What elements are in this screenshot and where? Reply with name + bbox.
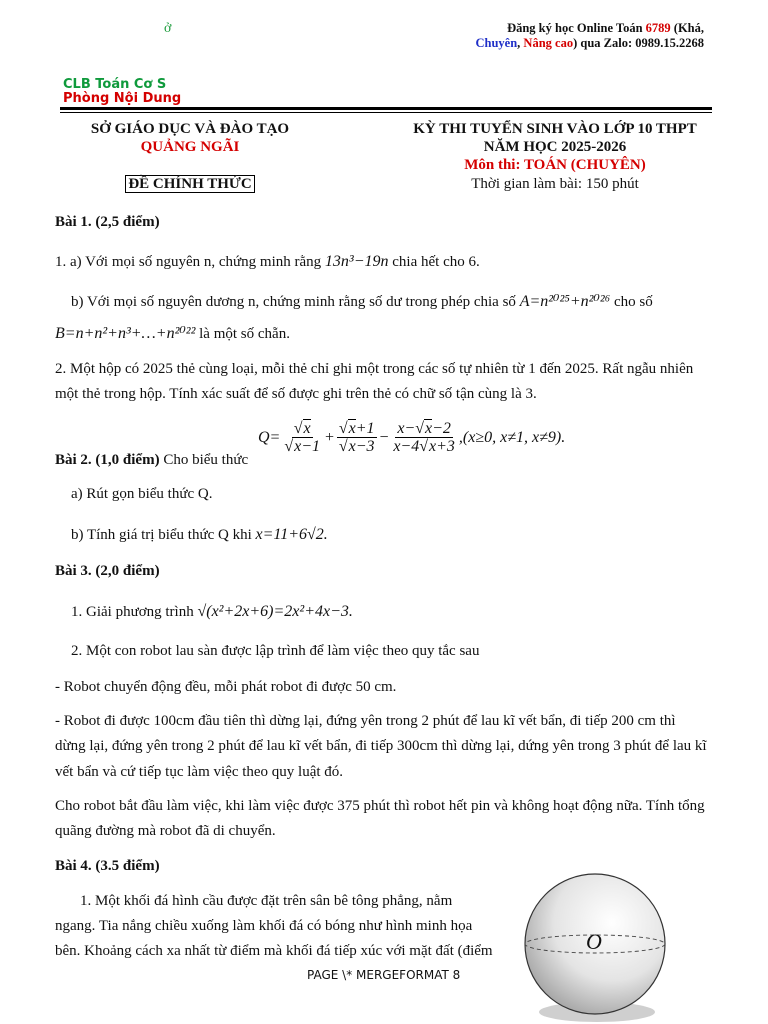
header-rule-thin [60,112,712,113]
q-frac3: $\frac{x-√x-2}{x-4√x+3}$ [393,420,455,455]
bai1-b-exprB: B=n+n²+n³+…+n²⁰²² [55,325,196,342]
bai1-a-tail: chia hết cho 6. [392,254,480,270]
q-lhs: Q= [258,428,281,446]
q-plus: + [324,428,335,446]
bai2-title-line [55,451,248,469]
bai4-line2: ngang. Tia nắng chiều xuống làm khối đá có bóng như hình minh họa [55,918,473,934]
sphere-illustration [522,862,672,1024]
bai4-line3: bên. Khoảng cách xa nhất từ điểm mà khối đá tiếp xúc với mặt đất (điểm [55,943,493,959]
club-name: CLB Toán Cơ S [63,77,167,92]
bai1-title: Bài 1. (2,5 điểm) [55,214,160,230]
bai1-b-tail: cho số [613,294,653,310]
reg-suffix: (Khá, [670,21,704,35]
bai1-b-line2 [55,325,290,343]
club-block [63,78,181,106]
bai2-b [71,526,328,544]
bai3-rule2-line1: - Robot đi được 100cm đầu tiên thì dừng lại, đứng yên trong 2 phút để lau kĩ vết bẩn, đi tiếp 200 cm thì [55,713,676,729]
reg-number: 6789 [645,21,671,35]
bai4-title: Bài 4. (3.5 điểm) [55,858,160,874]
reg-chuyen: Chuyên [475,36,518,50]
bai1-p2-line1: 2. Một hộp có 2025 thẻ cùng loại, mỗi thẻ chỉ ghi một trong các số tự nhiên từ 1 đến 2025. Rất ngẫu nhiên [55,361,694,377]
exam-title: KỲ THI TUYỂN SINH VÀO LỚP 10 THPT [413,121,697,137]
bai2-b-text: b) Tính giá trị biểu thức Q khi [71,527,252,543]
official-label-wrap [60,176,320,193]
bai4-line1: 1. Một khối đá hình cầu được đặt trên sân bê tông phẳng, nằm [80,893,453,909]
dept-name: SỞ GIÁO DỤC VÀ ĐÀO TẠO [90,121,290,137]
official-label: ĐỀ CHÍNH THỨC [125,175,254,193]
bai1-a-text: 1. a) Với mọi số nguyên n, chứng minh rằng [55,254,322,270]
bai3-title: Bài 3. (2,0 điểm) [55,563,160,579]
bai1-b-exprA: A=n²⁰²⁵+n²⁰²⁶ [519,293,611,310]
bai1-b [71,293,653,311]
bai3-p1-text: 1. Giải phương trình [71,604,194,620]
province-name: QUẢNG NGÃI [140,139,240,155]
bai3-p1 [71,603,353,621]
header-mark: ở [164,21,172,36]
bai2-b-expr: x=11+6√2. [255,526,328,543]
q-condition: ,(x≥0, x≠1, x≠9). [458,428,566,446]
q-frac2: $\frac{√x+1}{√x-3}$ [338,420,375,455]
reg-comma: , [517,36,524,50]
registration-note [444,21,704,51]
bai1-b-tail2: là một số chẵn. [199,326,290,342]
reg-nangcao: Nâng cao [523,36,574,50]
bai3-p1-expr: √(x²+2x+6)=2x²+4x−3. [197,603,353,620]
reg-zalo: ) qua Zalo: 0989.15.2268 [573,36,704,50]
bai2-formula [258,420,565,455]
bai3-p2: 2. Một con robot lau sàn được lập trình để làm việc theo quy tắc sau [71,643,480,659]
header-rule-thick [60,107,712,110]
subject: Môn thi: TOÁN (CHUYÊN) [464,157,646,173]
page-footer: PAGE \* MERGEFORMAT 8 [307,968,461,982]
q-minus: − [378,428,390,446]
bai3-q-line2: quãng đường mà robot đã di chuyển. [55,823,276,839]
bai2-a: a) Rút gọn biểu thức Q. [71,486,213,502]
club-dept: Phòng Nội Dung [63,91,182,106]
bai1-p2-line2: một thẻ trong hộp. Tính xác suất để số được ghi trên thẻ có chữ số tận cùng là 3. [55,386,537,402]
bai1-a-expr: 13n³−19n [324,253,389,270]
bai2-title: Bài 2. (1,0 điểm) [55,452,160,468]
duration: Thời gian làm bài: 150 phút [471,176,639,192]
bai3-rule1: - Robot chuyển động đều, mỗi phát robot đi được 50 cm. [55,679,397,695]
reg-prefix: Đăng ký học Online Toán [507,21,646,35]
q-frac1: $\frac{√x}{√x-1}$ [284,420,321,455]
bai1-b-text: b) Với mọi số nguyên dương n, chứng minh rằng số dư trong phép chia số [71,294,516,310]
bai3-rule2-line2: dừng lại, đứng yên trong 2 phút để lau kĩ vết bẩn, đi tiếp 300cm thì dừng lại, dứng yên trong 3 phút để lau kĩ [55,738,707,754]
bai3-q-line1: Cho robot bắt đầu làm việc, khi làm việc được 375 phút thì robot hết pin và không hoạt động nữa. Tính tổng [55,798,705,814]
sphere-center-label: O [586,929,602,954]
school-year: NĂM HỌC 2025-2026 [483,139,627,155]
bai3-rule2-line3: vết bẩn và cứ tiếp tục làm việc theo quy luật đó. [55,764,344,780]
bai2-title-tail: Cho biểu thức [159,452,249,468]
bai1-a [55,253,480,271]
